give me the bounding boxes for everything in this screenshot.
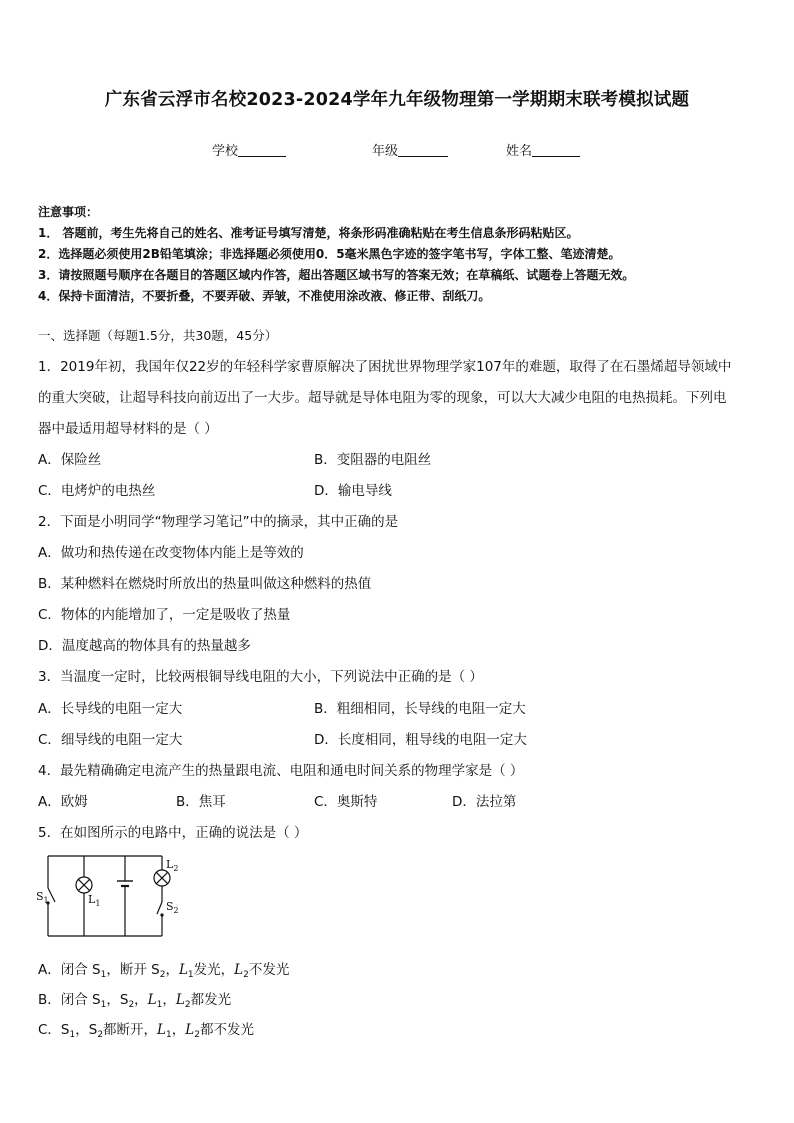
switch-s2-contact — [160, 913, 163, 916]
q2-option-a: A．做功和热传递在改变物体内能上是等效的 — [38, 545, 304, 561]
q5-option-b: B．闭合 $S_1$，$S_2$，$L_1$，$L_2$都发光 — [38, 992, 232, 1010]
school-blank — [238, 144, 286, 157]
grade-blank — [398, 144, 448, 157]
notice-item: 3．请按照题号顺序在各题目的答题区域内作答，超出答题区域书写的答案无效；在草稿纸、试题卷上答题无效。 — [38, 268, 635, 282]
circuit-diagram — [36, 848, 186, 944]
school-label: 学校 — [212, 144, 239, 159]
q4-option-a: A．欧姆 — [38, 794, 88, 810]
q2-option-c: C．物体的内能增加了，一定是吸收了热量 — [38, 607, 291, 623]
question-5-stem: 5．在如图所示的电路中，正确的说法是（ ） — [38, 825, 308, 841]
switch-s2-blade — [157, 902, 162, 914]
q1-option-d: D．输电导线 — [314, 483, 392, 499]
notice-block — [38, 202, 634, 307]
notice-item: 4．保持卡面清洁，不要折叠，不要弄破、弄皱，不准使用涂改液、修正带、刮纸刀。 — [38, 289, 491, 303]
question-1-line-1: 1．2019年初，我国年仅22岁的年轻科学家曹原解决了困扰世界物理学家107年的难题，取得了在石墨烯超导领域中 — [38, 359, 732, 375]
q3-option-d: D．长度相同，粗导线的电阻一定大 — [314, 732, 527, 748]
grade-field — [372, 140, 448, 159]
q1-option-a: A．保险丝 — [38, 452, 102, 468]
q1-option-b: B．变阻器的电阻丝 — [314, 452, 432, 468]
grade-label: 年级 — [372, 144, 399, 159]
q5-option-a: A．闭合 $S_1$，断开 $S_2$，$L_1$发光，$L_2$不发光 — [38, 962, 290, 980]
question-4-stem: 4．最先精确确定电流产生的热量跟电流、电阻和通电时间关系的物理学家是（ ） — [38, 763, 524, 779]
q4-option-d: D．法拉第 — [452, 794, 517, 810]
question-2-stem: 2．下面是小明同学“物理学习笔记”中的摘录，其中正确的是 — [38, 514, 399, 530]
switch-s1-blade — [48, 888, 55, 902]
q2-option-b: B．某种燃料在燃烧时所放出的热量叫做这种燃料的热值 — [38, 576, 372, 592]
q3-option-a: A．长导线的电阻一定大 — [38, 701, 183, 717]
label-s2: $S_2$ — [166, 900, 179, 915]
name-blank — [532, 144, 580, 157]
notice-heading: 注意事项： — [38, 205, 99, 219]
q3-option-b: B．粗细相同，长导线的电阻一定大 — [314, 701, 526, 717]
name-label: 姓名 — [506, 144, 533, 159]
section-heading: 一、选择题（每题1.5分，共30题，45分） — [38, 328, 278, 343]
q4-option-b: B．焦耳 — [176, 794, 226, 810]
q2-option-d: D．温度越高的物体具有的热量越多 — [38, 638, 251, 654]
question-1-line-2: 的重大突破，让超导科技向前迈出了一大步。超导就是导体电阻为零的现象，可以大大减少电阻的电热损耗。下列电 — [38, 390, 727, 406]
question-3-stem: 3．当温度一定时，比较两根铜导线电阻的大小，下列说法中正确的是（ ） — [38, 669, 483, 685]
label-s1: $S_1$ — [36, 890, 49, 905]
notice-item: 2．选择题必须使用2B铅笔填涂；非选择题必须使用0．5毫米黑色字迹的签字笔书写，字体工整、笔迹清楚。 — [38, 247, 621, 261]
name-field — [506, 140, 580, 159]
label-l2: $L_2$ — [166, 858, 179, 873]
question-1-line-3: 器中最适用超导材料的是（ ） — [38, 421, 218, 437]
q4-option-c: C．奥斯特 — [314, 794, 378, 810]
label-l1: $L_1$ — [88, 893, 101, 908]
q3-option-c: C．细导线的电阻一定大 — [38, 732, 183, 748]
page-title: 广东省云浮市名校2023-2024学年九年级物理第一学期期末联考模拟试题 — [104, 90, 690, 110]
q1-option-c: C．电烤炉的电热丝 — [38, 483, 156, 499]
q5-option-c: C．$S_1$，$S_2$都断开，$L_1$，$L_2$都不发光 — [38, 1022, 254, 1040]
notice-item: 1． 答题前，考生先将自己的姓名、准考证号填写清楚，将条形码准确粘贴在考生信息条形码粘贴区。 — [38, 226, 579, 240]
school-field — [212, 140, 286, 159]
